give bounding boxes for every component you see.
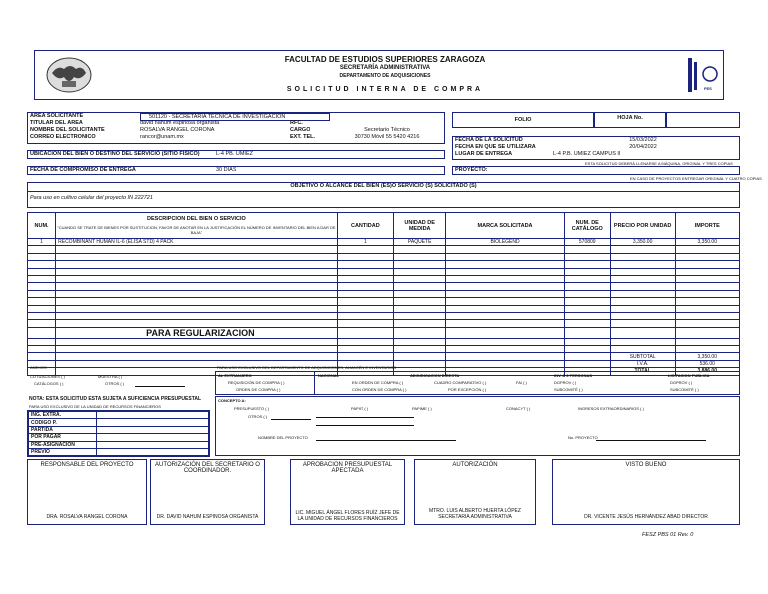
table-cell[interactable] bbox=[675, 246, 739, 253]
table-cell[interactable] bbox=[28, 312, 56, 319]
table-cell[interactable] bbox=[337, 305, 393, 312]
table-row[interactable] bbox=[28, 261, 740, 268]
concepto-label: CONCEPTO A: bbox=[218, 398, 246, 403]
table-cell[interactable] bbox=[337, 268, 393, 275]
sig-name: DR. DAVID NAHUM ESPINOSA ORGANISTA bbox=[156, 514, 259, 520]
sig-title: AUTORIZACIÓN bbox=[452, 462, 498, 468]
row-catalogo[interactable]: 570809 bbox=[564, 239, 610, 246]
signature-secretario[interactable] bbox=[150, 459, 265, 525]
fecha-util-label: FECHA EN QUE SE UTILIZARA bbox=[455, 144, 536, 150]
table-row[interactable] bbox=[28, 239, 740, 246]
concepto-line-1 bbox=[316, 417, 414, 418]
table-cell[interactable] bbox=[337, 275, 393, 282]
objetivo-block bbox=[27, 182, 740, 208]
faculty-title: FACULTAD DE ESTUDIOS SUPERIORES ZARAGOZA bbox=[284, 55, 486, 64]
ing-extra-value[interactable] bbox=[97, 412, 209, 419]
divider bbox=[314, 372, 315, 394]
table-cell[interactable] bbox=[28, 298, 56, 305]
dates-block bbox=[452, 136, 740, 160]
table-cell[interactable] bbox=[337, 346, 393, 353]
unam-logo bbox=[44, 55, 94, 95]
dgprov2-check[interactable]: DGPROV ( ) bbox=[670, 380, 693, 385]
table-cell[interactable] bbox=[56, 261, 338, 268]
fecha-comp-row bbox=[27, 166, 445, 175]
fecha-comp-label: FECHA DE COMPROMISO DE ENTREGA bbox=[30, 167, 136, 173]
table-cell[interactable] bbox=[446, 312, 564, 319]
table-cell[interactable] bbox=[56, 268, 338, 275]
table-cell[interactable] bbox=[28, 305, 56, 312]
codigo-p-label: CODIGO P. bbox=[29, 419, 97, 426]
col-precio: PRECIO POR UNIDAD bbox=[610, 213, 675, 239]
conacyt-check[interactable]: CONACYT ( ) bbox=[506, 406, 531, 411]
table-cell[interactable] bbox=[610, 268, 675, 275]
ing-extra-label: ING. EXTRA. bbox=[29, 412, 97, 419]
con-orden[interactable]: CON ORDEN DE COMPRA ( ) bbox=[352, 387, 407, 392]
cuadro-comp[interactable]: CUADRO COMPARATIVO ( ) bbox=[434, 380, 487, 385]
ingresos-check[interactable]: INGRESOS EXTRAORDINARIOS ( ) bbox=[578, 406, 644, 411]
table-cell[interactable] bbox=[446, 338, 564, 345]
uso-recursos: PARA USO EXCLUSIVO DE LA UNIDAD DE RECURSOS FINANCIEROS bbox=[29, 404, 161, 409]
row-desc[interactable]: RECOMBINANT HUMAN IL-6 (ELISA STD) 4 PACK bbox=[56, 239, 338, 246]
no-proyecto-line bbox=[596, 440, 706, 441]
table-cell[interactable] bbox=[610, 246, 675, 253]
table-cell[interactable] bbox=[446, 268, 564, 275]
orden-compra[interactable]: ORDEN DE COMPRA ( ) bbox=[236, 387, 281, 392]
table-cell[interactable] bbox=[56, 338, 338, 345]
fecha-sol-label: FECHA DE LA SOLICITUD bbox=[455, 137, 523, 143]
table-row[interactable] bbox=[28, 305, 740, 312]
partida-label: PARTIDA bbox=[29, 426, 97, 433]
codigo-p-value[interactable] bbox=[97, 419, 209, 426]
table-cell[interactable] bbox=[446, 346, 564, 353]
table-cell[interactable] bbox=[56, 346, 338, 353]
folio-box bbox=[452, 112, 594, 128]
partida-value[interactable] bbox=[97, 426, 209, 433]
table-cell[interactable] bbox=[337, 338, 393, 345]
table-row-regularizacion bbox=[28, 327, 740, 338]
table-cell[interactable] bbox=[28, 268, 56, 275]
table-cell[interactable] bbox=[675, 261, 739, 268]
en-orden[interactable]: EN ORDEN DE COMPRA ( ) bbox=[352, 380, 404, 385]
table-cell[interactable] bbox=[675, 290, 739, 297]
row-cantidad[interactable]: 1 bbox=[337, 239, 393, 246]
table-cell[interactable] bbox=[564, 246, 610, 253]
adquisiciones-block bbox=[215, 371, 740, 395]
ext-label: EXT. TEL. bbox=[290, 134, 316, 140]
total-value: 3,886.00 bbox=[675, 368, 739, 375]
objetivo-label: OBJETIVO O ALCANCE DEL BIEN (ES)O SERVICIO (S) SOLICITADO (S) bbox=[28, 183, 739, 192]
nota-presupuestal: NOTA: ESTA SOLICITUD ESTA SUJETA A SUFICIENCIA PRESUPUESTAL bbox=[29, 396, 202, 402]
table-cell[interactable] bbox=[446, 253, 564, 260]
table-cell[interactable] bbox=[393, 298, 445, 305]
objetivo-value[interactable]: Para uso en cultivo celular del proyecto IN 222721 bbox=[30, 195, 153, 201]
table-cell[interactable] bbox=[337, 253, 393, 260]
table-cell[interactable] bbox=[564, 298, 610, 305]
req-compra[interactable]: REQUISICIÓN DE COMPRA ( ) bbox=[228, 380, 285, 385]
cotizaciones-check[interactable]: COTIZACIONES ( ) bbox=[30, 374, 65, 379]
fes-logo bbox=[684, 54, 720, 98]
table-cell[interactable] bbox=[56, 253, 338, 260]
lugar-value[interactable]: L-4 P.B. UMIEZ CAMPUS II bbox=[553, 151, 621, 157]
table-cell[interactable] bbox=[56, 246, 338, 253]
table-cell[interactable] bbox=[446, 298, 564, 305]
table-row[interactable] bbox=[28, 298, 740, 305]
table-row[interactable] bbox=[28, 268, 740, 275]
table-cell[interactable] bbox=[337, 283, 393, 290]
col-desc-title: DESCRIPCION DEL BIEN O SERVICIO bbox=[147, 216, 246, 222]
table-cell[interactable] bbox=[28, 261, 56, 268]
row-marca[interactable]: BIOLEGEND bbox=[446, 239, 564, 246]
col-num: NUM. bbox=[28, 213, 56, 239]
table-cell[interactable] bbox=[393, 253, 445, 260]
table-cell[interactable] bbox=[28, 290, 56, 297]
table-cell[interactable] bbox=[56, 275, 338, 282]
correo-label: CORREO ELECTRONICO bbox=[30, 134, 96, 140]
table-cell[interactable] bbox=[393, 346, 445, 353]
muestra-check[interactable]: MUESTRA ( ) bbox=[98, 374, 123, 379]
table-row[interactable] bbox=[28, 346, 740, 353]
table-cell[interactable] bbox=[564, 312, 610, 319]
subtotal-label: SUBTOTAL bbox=[610, 353, 675, 360]
table-cell[interactable] bbox=[564, 275, 610, 282]
table-cell[interactable] bbox=[610, 275, 675, 282]
table-cell[interactable] bbox=[28, 246, 56, 253]
table-cell[interactable] bbox=[610, 312, 675, 319]
table-cell[interactable] bbox=[337, 290, 393, 297]
area-label: AREA SOLICITANTE bbox=[30, 113, 84, 119]
table-row[interactable] bbox=[28, 246, 740, 253]
table-cell[interactable] bbox=[564, 283, 610, 290]
fecha-comp-value[interactable]: 30 DIAS bbox=[216, 167, 237, 173]
presupuesto-check[interactable]: PRESUPUESTO ( ) bbox=[234, 406, 270, 411]
table-cell[interactable] bbox=[610, 290, 675, 297]
table-cell[interactable] bbox=[56, 305, 338, 312]
table-cell[interactable] bbox=[28, 275, 56, 282]
signature-responsable[interactable] bbox=[27, 459, 147, 525]
table-cell[interactable] bbox=[393, 246, 445, 253]
col-marca: MARCA SOLICITADA bbox=[446, 213, 564, 239]
table-cell[interactable] bbox=[564, 320, 610, 327]
table-cell[interactable] bbox=[393, 283, 445, 290]
solicitante-label: NOMBRE DEL SOLICITANTE bbox=[30, 127, 105, 133]
table-cell[interactable] bbox=[56, 312, 338, 319]
subtotal-value: 3,350.00 bbox=[675, 353, 739, 360]
nombre-proyecto-line bbox=[316, 440, 456, 441]
ubicacion-label: UBICACION DEL BIEN O DESTINO DEL SERVICIO (SITIO FISICO) bbox=[30, 151, 200, 157]
sig-name: MTRO. LUIS ALBERTO HUERTA LÓPEZ SECRETARIA ADMINISTRATIVA bbox=[429, 508, 521, 520]
table-cell[interactable] bbox=[564, 261, 610, 268]
pre-asig-value[interactable] bbox=[97, 441, 209, 448]
table-cell[interactable] bbox=[610, 298, 675, 305]
al-extranjero: AL EXTRANJERO bbox=[218, 373, 252, 378]
row-precio[interactable]: 3,350.00 bbox=[610, 239, 675, 246]
sig-name: DR. VICENTE JESÚS HERNÁNDEZ ABAD DIRECTOR bbox=[584, 514, 708, 520]
table-cell[interactable] bbox=[56, 290, 338, 297]
table-cell[interactable] bbox=[446, 246, 564, 253]
table-cell[interactable] bbox=[610, 283, 675, 290]
rfc-label: RFC. bbox=[290, 120, 303, 126]
table-cell[interactable] bbox=[28, 320, 56, 327]
row-num[interactable]: 1 bbox=[28, 239, 56, 246]
table-row[interactable] bbox=[28, 283, 740, 290]
table-cell[interactable] bbox=[564, 305, 610, 312]
por-pagar-label: POR PAGAR bbox=[29, 434, 97, 441]
sig-title: RESPONSABLE DEL PROYECTO bbox=[40, 462, 134, 468]
table-cell[interactable] bbox=[610, 338, 675, 345]
table-cell[interactable] bbox=[675, 320, 739, 327]
table-cell[interactable] bbox=[610, 253, 675, 260]
table-cell[interactable] bbox=[393, 275, 445, 282]
table-row[interactable] bbox=[28, 275, 740, 282]
col-cantidad: CANTIDAD bbox=[337, 213, 393, 239]
cargo-label: CARGO bbox=[290, 127, 311, 133]
secretariat-title: SECRETARÍA ADMINISTRATIVA bbox=[339, 65, 431, 71]
table-row[interactable] bbox=[28, 253, 740, 260]
table-cell[interactable] bbox=[446, 261, 564, 268]
table-cell[interactable] bbox=[675, 253, 739, 260]
concepto-line-2 bbox=[316, 425, 414, 426]
table-row[interactable] bbox=[28, 312, 740, 319]
table-cell[interactable] bbox=[28, 283, 56, 290]
titular-label: TITULAR DEL AREA bbox=[30, 120, 83, 126]
note-proyectos: EN CASO DE PROYECTOS ENTREGAR ORIGINAL Y CUATRO COPIAS bbox=[630, 176, 762, 181]
table-cell[interactable] bbox=[564, 338, 610, 345]
adj-directa: ADJUDICACION DIRECTA bbox=[410, 373, 460, 378]
form-title: SOLICITUD INTERNA DE COMPRA bbox=[286, 86, 484, 93]
table-cell[interactable] bbox=[675, 338, 739, 345]
previo-value[interactable] bbox=[97, 448, 209, 455]
col-catalogo: NUM. DE CATÁLOGO bbox=[564, 213, 610, 239]
nacional: NACIONAL bbox=[318, 373, 340, 378]
proyecto-row bbox=[452, 166, 740, 175]
table-cell[interactable] bbox=[564, 253, 610, 260]
table-cell[interactable] bbox=[28, 253, 56, 260]
otros2-check[interactable]: OTROS ( ) bbox=[248, 414, 268, 419]
table-cell[interactable] bbox=[564, 290, 610, 297]
table-cell[interactable] bbox=[675, 275, 739, 282]
folio-label: FOLIO bbox=[514, 117, 532, 123]
pre-asig-label: PRE-ASIGNACIÓN bbox=[29, 441, 97, 448]
inv-personas: INV. A 3 PERSONAS bbox=[554, 373, 593, 378]
col-importe: IMPORTE bbox=[675, 213, 739, 239]
table-cell[interactable] bbox=[675, 346, 739, 353]
regularizacion-text: PARA REGULARIZACION bbox=[56, 327, 338, 338]
papime-check[interactable]: PAPIME ( ) bbox=[412, 406, 432, 411]
ubicacion-row bbox=[27, 150, 445, 159]
lugar-label: LUGAR DE ENTREGA bbox=[455, 151, 513, 157]
table-row[interactable] bbox=[28, 338, 740, 345]
note-copias: ESTA SOLICITUD DEBERÁ LLENARSE A MÁQUINA, ORIGINAL Y TRES COPIAS bbox=[585, 161, 733, 166]
table-cell[interactable] bbox=[393, 338, 445, 345]
table-cell[interactable] bbox=[393, 290, 445, 297]
table-cell[interactable] bbox=[610, 320, 675, 327]
financieros-block bbox=[27, 410, 210, 457]
table-cell[interactable] bbox=[446, 290, 564, 297]
table-cell[interactable] bbox=[28, 346, 56, 353]
table-cell[interactable] bbox=[56, 283, 338, 290]
table-cell[interactable] bbox=[564, 346, 610, 353]
col-desc bbox=[56, 213, 338, 239]
titular-value[interactable]: david nahum espinosa organista bbox=[140, 120, 220, 126]
table-cell[interactable] bbox=[675, 268, 739, 275]
table-cell[interactable] bbox=[337, 320, 393, 327]
table-cell[interactable] bbox=[56, 298, 338, 305]
table-cell[interactable] bbox=[675, 298, 739, 305]
col-unidad: UNIDAD DE MEDIDA bbox=[393, 213, 445, 239]
subcomite2-check[interactable]: SUBCOMITÉ ( ) bbox=[670, 387, 699, 392]
row-unidad[interactable]: PAQUETE bbox=[393, 239, 445, 246]
sig-title: VISTO BUENO bbox=[625, 462, 667, 468]
no-proyecto-label: No. PROYECTO bbox=[568, 435, 598, 440]
table-cell[interactable] bbox=[446, 320, 564, 327]
anexos-label: ANEXOS bbox=[30, 365, 47, 370]
iva-label: I.V.A. bbox=[610, 360, 675, 367]
table-cell[interactable] bbox=[393, 261, 445, 268]
sig-title: AUTORIZACIÓN DEL SECRETARIO O COORDINADOR. bbox=[155, 462, 260, 474]
fes-logo-text: FES bbox=[704, 86, 712, 91]
table-cell[interactable] bbox=[675, 312, 739, 319]
table-cell[interactable] bbox=[393, 305, 445, 312]
total-label: TOTAL bbox=[610, 368, 675, 375]
table-cell[interactable] bbox=[610, 305, 675, 312]
table-cell[interactable] bbox=[610, 261, 675, 268]
otros2-line bbox=[271, 419, 311, 420]
table-row[interactable] bbox=[28, 320, 740, 327]
table-cell[interactable] bbox=[337, 261, 393, 268]
otros-line bbox=[135, 386, 185, 387]
cargo-value[interactable]: Secretario Técnico bbox=[364, 127, 410, 133]
previo-label: PREVIO bbox=[29, 448, 97, 455]
dgproy-check[interactable]: DGPROV ( ) bbox=[554, 380, 577, 385]
table-cell[interactable] bbox=[393, 320, 445, 327]
iva-value: 536.00 bbox=[675, 360, 739, 367]
table-cell[interactable] bbox=[28, 338, 56, 345]
table-cell[interactable] bbox=[393, 268, 445, 275]
signature-visto-bueno[interactable] bbox=[552, 459, 740, 525]
por-pagar-value[interactable] bbox=[97, 434, 209, 441]
catalogos-check[interactable]: CATÁLOGOS ( ) bbox=[34, 381, 64, 386]
table-cell[interactable] bbox=[610, 346, 675, 353]
fecha-sol-value[interactable]: 15/03/2022 bbox=[629, 137, 657, 143]
otros-check[interactable]: OTROS ( ) bbox=[105, 381, 125, 386]
row-importe[interactable]: 3,350.00 bbox=[675, 239, 739, 246]
por-excepcion[interactable]: POR EXCEPCIÓN ( ) bbox=[448, 387, 487, 392]
table-cell[interactable] bbox=[675, 283, 739, 290]
table-cell[interactable] bbox=[337, 312, 393, 319]
para-uso-dept: PARA USO EXCLUSIVO DEL DEPARTAMENTO DE ADQUISICIONES, ALMACÉN E INVENTARIOS bbox=[217, 365, 397, 370]
hoja-value[interactable] bbox=[666, 112, 740, 128]
hoja-box bbox=[594, 112, 666, 128]
requester-block bbox=[27, 112, 445, 144]
fai-check[interactable]: FAI ( ) bbox=[516, 380, 527, 385]
footer-code: FESZ PBS 01 Rev. 0 bbox=[642, 532, 694, 538]
lic-publica: LICITACION PUBLICA bbox=[668, 373, 710, 378]
signature-autorizacion[interactable] bbox=[414, 459, 536, 525]
table-cell[interactable] bbox=[675, 305, 739, 312]
table-cell[interactable] bbox=[337, 246, 393, 253]
area-value[interactable]: 501120 - SECRETARIA TÉCNICA DE INVESTIGACIÓN bbox=[140, 113, 330, 121]
solicitante-value[interactable]: ROSALVA RANGEL CORONA bbox=[140, 127, 215, 133]
sig-name: DRA. ROSALVA RANGEL CORONA bbox=[46, 514, 128, 520]
signature-presupuestal[interactable] bbox=[290, 459, 405, 525]
table-cell[interactable] bbox=[564, 268, 610, 275]
table-cell[interactable] bbox=[393, 312, 445, 319]
subtotal-row bbox=[28, 353, 740, 360]
table-cell[interactable] bbox=[446, 283, 564, 290]
papiit-check[interactable]: PAPIIT ( ) bbox=[351, 406, 369, 411]
table-cell[interactable] bbox=[56, 320, 338, 327]
table-cell[interactable] bbox=[446, 305, 564, 312]
correo-value[interactable]: rancor@unam.mx bbox=[140, 134, 184, 140]
col-desc-note: "CUANDO SE TRATE DE BIENES POR SUSTITUCION, FAVOR DE ANOTAR EN LA JUSTIFICACIÓN EL NÚMERO DE INVENTARIO DEL BIEN A DAR DE BAJA" bbox=[57, 225, 336, 235]
proyecto-label: PROYECTO: bbox=[455, 167, 488, 173]
ubicacion-value[interactable]: L-4 PB. UMIEZ bbox=[216, 151, 253, 157]
sig-title: APROBACION PRESUPUESTAL APECTADA bbox=[302, 462, 393, 474]
subcomite-check[interactable]: SUBCOMITÉ ( ) bbox=[554, 387, 583, 392]
table-row[interactable] bbox=[28, 290, 740, 297]
sig-name: LIC. MIGUEL ÁNGEL FLORES RUÍZ JEFE DE LA UNIDAD DE RECURSOS FINANCIEROS bbox=[295, 510, 400, 522]
items-table bbox=[27, 212, 740, 376]
fecha-util-value[interactable]: 20/04/2022 bbox=[629, 144, 657, 150]
hoja-label: HOJA No. bbox=[617, 115, 643, 121]
department-title: DEPARTAMENTO DE ADQUISICIONES bbox=[339, 73, 431, 79]
ext-value[interactable]: 30730 Móvil 55 5420 4216 bbox=[354, 134, 420, 140]
table-cell[interactable] bbox=[337, 298, 393, 305]
concepto-block bbox=[215, 396, 740, 456]
table-cell[interactable] bbox=[446, 275, 564, 282]
nombre-proyecto-label: NOMBRE DEL PROYECTO bbox=[258, 435, 308, 440]
